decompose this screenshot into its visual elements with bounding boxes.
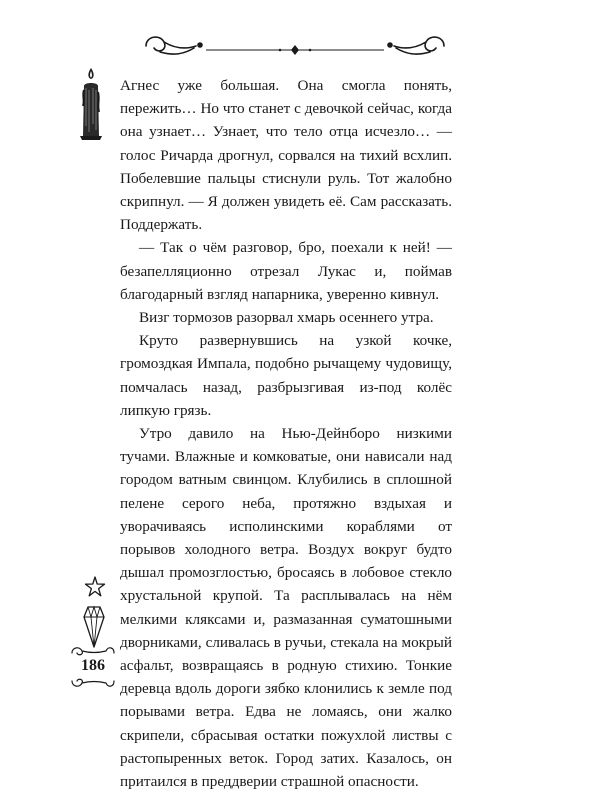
page-number-flourish-icon (68, 677, 118, 691)
page-number: 186 (81, 657, 105, 674)
paragraph: Визг тормозов разорвал хмарь осеннего утра. (139, 309, 434, 327)
page-number-flourish-icon (68, 643, 118, 657)
body-text (120, 74, 452, 793)
star-icon (83, 575, 107, 599)
candle-icon (78, 66, 104, 142)
paragraph: — Так о чём разговор, бро, поехали к ней! — безапелляционно отрезал Лукас и, поймав благодарный взгляд напарника, уверенно кивнул. (120, 239, 452, 303)
page-number-block (68, 643, 118, 697)
ornamental-flourish-icon (140, 30, 450, 64)
paragraph: Агнес уже большая. Она смогла понять, пережить… Но что станет с девочкой сейчас, когда она узнает… Узнает, что тело отца исчезло… — голос Ричарда дрогнул, сорвался на тихий всхлип. Побелевшие пальцы стиснули руль. Тот жалобно скрипнул. — Я должен увидеть её. Сам рассказать. Поддержать. (120, 77, 452, 234)
paragraph: Утро давило на Нью-Дейнборо низкими тучами. Влажные и комковатые, они нависали над городом ватным свинцом. Клубились в сплошной пелене серого неба, протяжно вздыхая и уворачиваясь исполинскими кораблями от порывов холодного ветра. Воздух вокруг будто дышал промозглостью, бросаясь в лобовое стекло хрустальной крупой. Та расплывалась на нём мелкими кляксами и, размазанная суматошными дворниками, сливалась в ручьи, стекала на мокрый асфальт, возвращаясь в родную стихию. Тонкие деревца вдоль дороги зябко клонились к земле под порывами ветра. Едва не ломаясь, они жалко скрипели, сбрасывая остатки пожухлой листвы с растопыренных веток. Город затих. Казалось, он притаился в преддверии страшной опасности. (120, 425, 452, 791)
paragraph: Круто развернувшись на узкой кочке, громоздкая Импала, подобно рычащему чудовищу, помчалась назад, разбрызгивая из-под колёс липкую грязь. (120, 332, 452, 419)
